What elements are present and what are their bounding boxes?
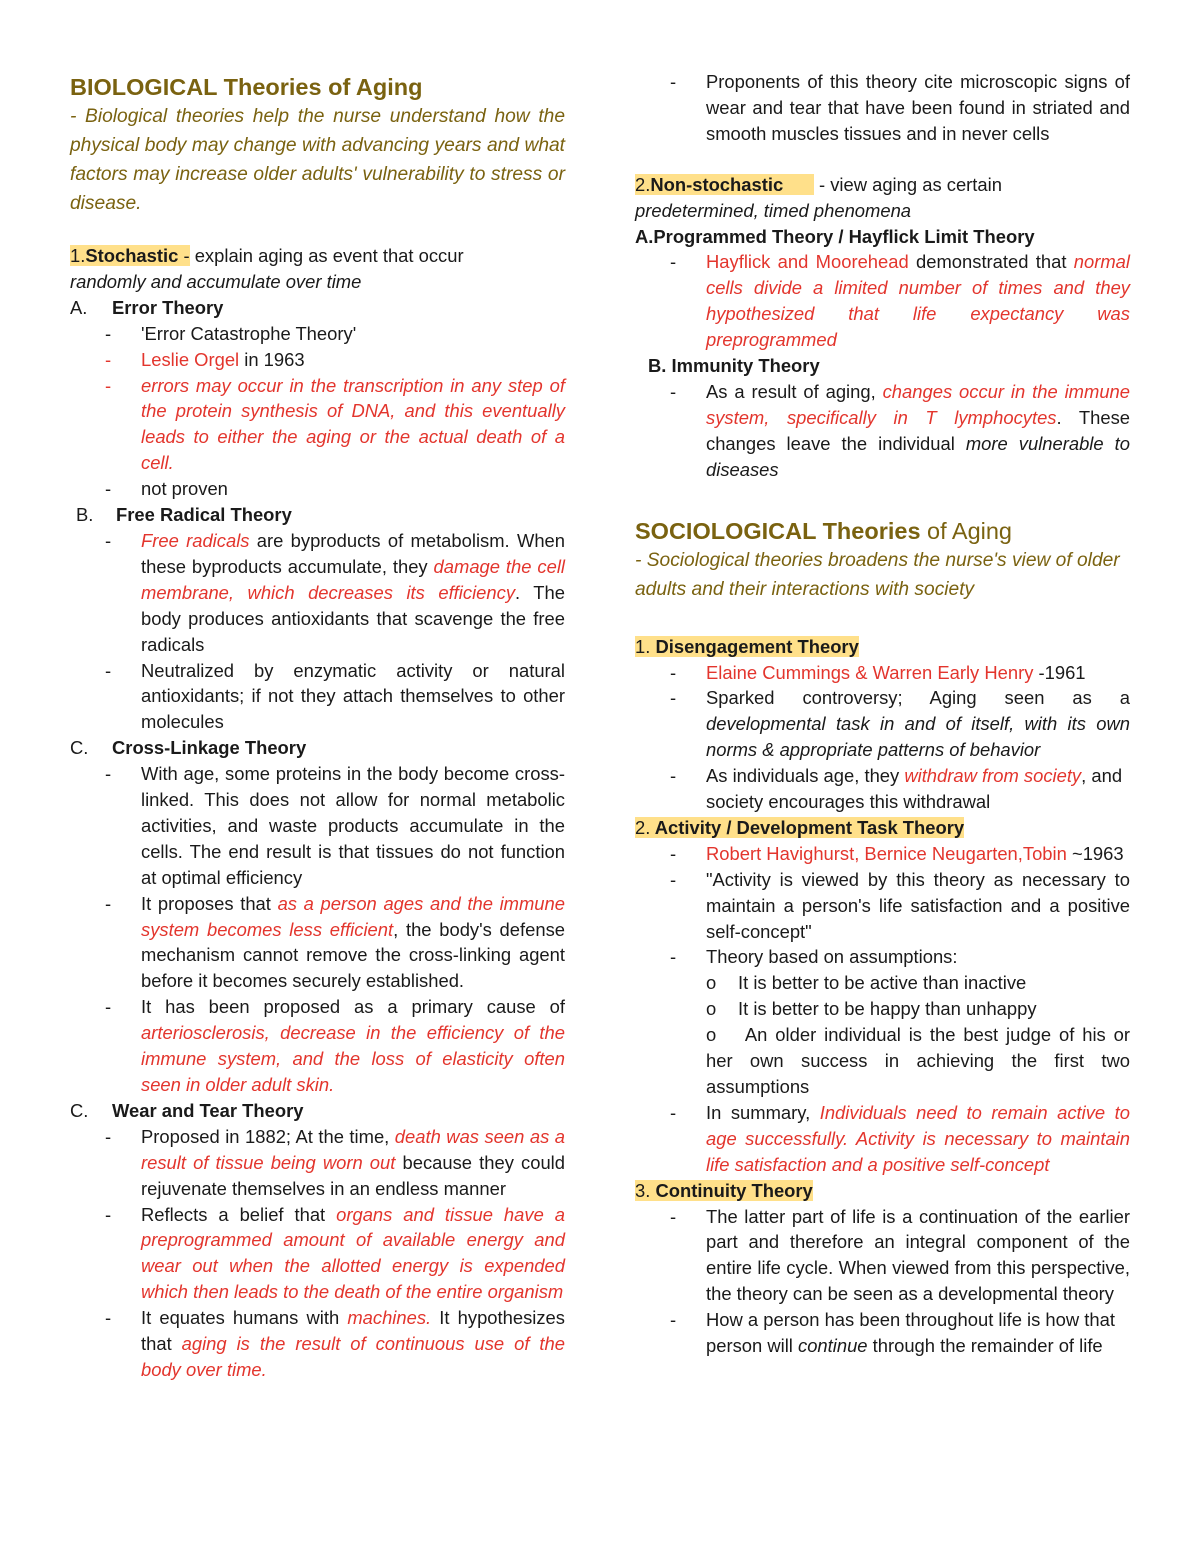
- list-item: - As a result of aging, changes occur in the immune system, specifically in T lymphocytes. These changes leave the individual more vulnerable to diseases: [670, 380, 1131, 480]
- biological-title: BIOLOGICAL Theories of Aging: [70, 74, 423, 100]
- list-item: - Elaine Cummings & Warren Early Henry -1961: [670, 661, 1086, 683]
- list-item: - Robert Havighurst, Bernice Neugarten,Tobin ~1963: [670, 842, 1124, 864]
- list-item: - 'Error Catastrophe Theory': [105, 322, 357, 344]
- list-item: - not proven: [105, 478, 228, 500]
- list-item: - Hayflick and Moorehead demonstrated that normal cells divide a limited number of times and they hypothesized that life expectancy was preprogrammed: [670, 251, 1130, 351]
- list-item: - Proponents of this theory cite microscopic signs of wear and tear that have been found in striated and smooth muscles tissues and in never cells: [670, 71, 1130, 144]
- assumption-item: o It is better to be happy than unhappy: [706, 998, 1037, 1020]
- list-item: - errors may occur in the transcription in any step of the protein synthesis of DNA, and this eventually leads to either the aging or the actual death of a cell.: [105, 374, 565, 474]
- list-item: - Reflects a belief that organs and tissue have a preprogrammed amount of available energy and wear out when the allotted energy is expended which then leads to the death of the entire organism: [105, 1203, 565, 1303]
- stochastic-definition: randomly and accumulate over time: [70, 270, 362, 292]
- list-item: - "Activity is viewed by this theory as necessary to maintain a person's life satisfaction and a positive self-concept": [670, 868, 1130, 942]
- list-item: - Sparked controversy; Aging seen as a developmental task in and of itself, with its own norms & appropriate patterns of behavior: [670, 687, 1130, 761]
- sociological-title: SOCIOLOGICAL Theories of Aging: [635, 517, 1012, 544]
- list-item: - It equates humans with machines. It hypothesizes that aging is the result of continuous use of the body over time.: [105, 1307, 565, 1380]
- list-item: - Leslie Orgel in 1963: [105, 348, 305, 370]
- list-item: - It has been proposed as a primary cause of arteriosclerosis, decrease in the efficiency of the immune system, and the loss of elasticity often seen in older adult skin.: [105, 996, 565, 1095]
- error-theory-heading: A. Error Theory: [70, 296, 224, 318]
- left-column: [70, 0, 565, 1383]
- cross-linkage-heading: C. Cross-Linkage Theory: [70, 737, 307, 759]
- stochastic-highlight: 1.Stochastic -: [70, 245, 190, 266]
- list-item: - How a person has been throughout life is how that person will continue through the remainder of life: [670, 1309, 1115, 1357]
- list-item: - It proposes that as a person ages and the immune system becomes less efficient, the body's defense mechanism cannot remove the cross-linking agent before it becomes securely established.: [105, 892, 565, 992]
- activity-heading: 2. Activity / Development Task Theory: [635, 816, 965, 838]
- list-item: - Theory based on assumptions: o It is better to be active than inactive o It is better to be happy than unhappy o An older individual is the best judge of his or her own success in achieving the first two assumptions: [670, 946, 1130, 1097]
- list-item: - Proposed in 1882; At the time, death was seen as a result of tissue being worn out because they could rejuvenate themselves in an endless manner: [105, 1125, 565, 1199]
- list-item: - As individuals age, they withdraw from society, and society encourages this withdrawal: [670, 765, 1123, 813]
- biological-intro: - Biological theories help the nurse understand how the physical body may change with advancing years and what factors may increase older adults' vulnerability to stress or disease.: [70, 106, 565, 214]
- disengagement-heading: 1. Disengagement Theory: [635, 635, 859, 657]
- list-item: - Free radicals are byproducts of metabolism. When these byproducts accumulate, they damage the cell membrane, which decreases its efficiency. The body produces antioxidants that scavenge the free radicals: [105, 529, 566, 655]
- non-stochastic-highlight: 2.Non-stochastic: [635, 174, 814, 195]
- list-item: - Neutralized by enzymatic activity or natural antioxidants; if not they attach themselves to other molecules: [105, 659, 565, 733]
- sociological-intro: - Sociological theories broadens the nurse's view of older adults and their interactions with society: [635, 549, 1120, 600]
- non-stochastic-definition: predetermined, timed phenomena: [635, 199, 912, 221]
- assumption-item: o It is better to be active than inactive: [706, 972, 1027, 994]
- wear-and-tear-heading: C. Wear and Tear Theory: [70, 1099, 304, 1121]
- list-item: - With age, some proteins in the body become cross- linked. This does not allow for normal metabolic activities, and waste products accumulate in the cells. The end result is that tissues do not function at optimal efficiency: [105, 763, 565, 888]
- non-stochastic-heading: 2.Non-stochastic - view aging as certain: [635, 173, 1002, 195]
- list-item: - In summary, Individuals need to remain active to age successfully. Activity is necessary to maintain life satisfaction and a positive self-concept: [670, 1101, 1130, 1175]
- list-item: - The latter part of life is a continuation of the earlier part and therefore an integral component of the entire life cycle. When viewed from this perspective, the theory can be seen as a developmental theory: [670, 1205, 1130, 1305]
- programmed-theory-heading: A.Programmed Theory / Hayflick Limit Theory: [635, 225, 1035, 247]
- free-radical-heading: B. Free Radical Theory: [76, 504, 292, 526]
- stochastic-heading: 1.Stochastic - explain aging as event that occur: [70, 245, 464, 266]
- right-column: [635, 0, 1130, 1359]
- immunity-theory-heading: B. Immunity Theory: [648, 355, 820, 377]
- continuity-heading: 3. Continuity Theory: [635, 1179, 813, 1201]
